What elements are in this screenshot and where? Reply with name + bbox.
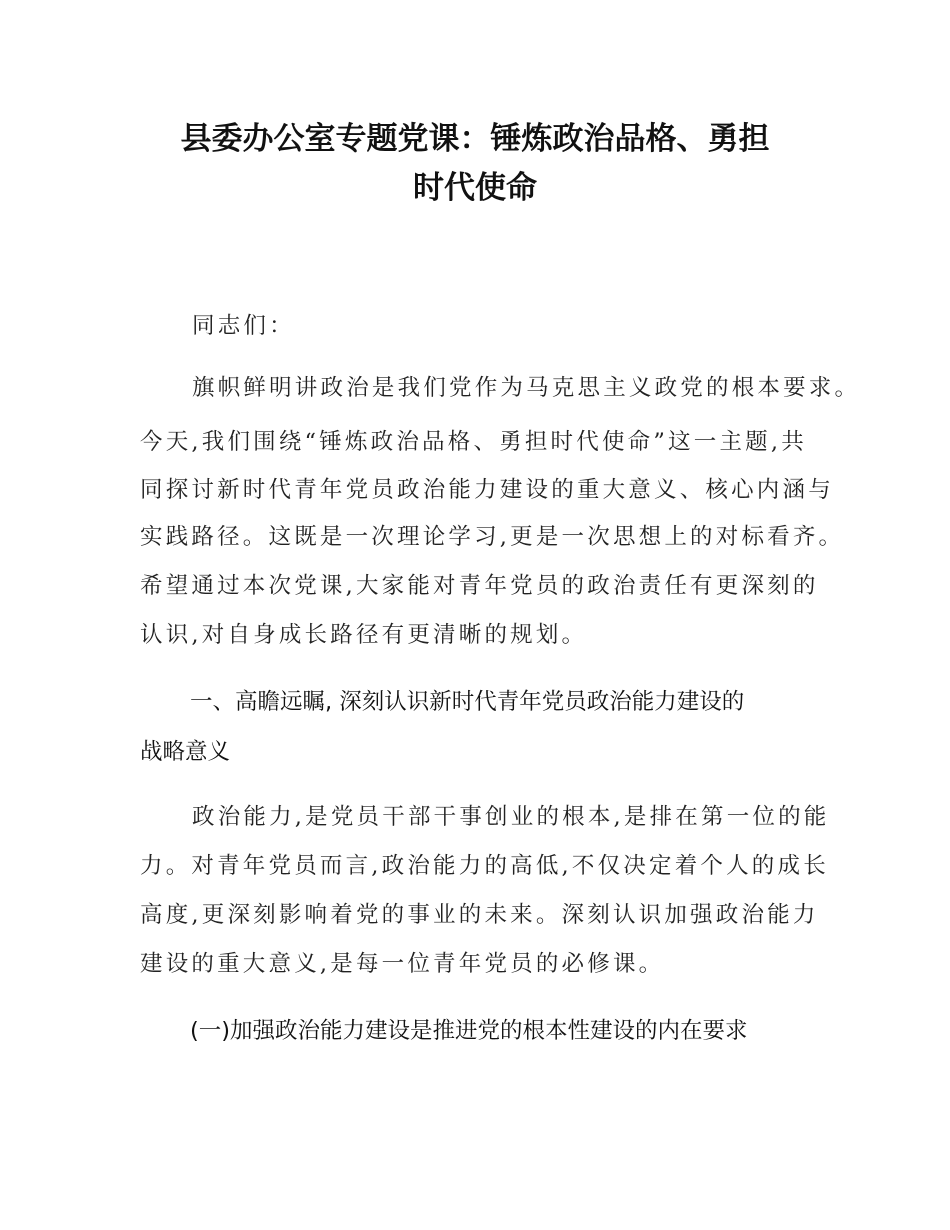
- section-1-line-2: 力。对青年党员而言,政治能力的高低,不仅决定着个人的成长: [140, 853, 829, 879]
- intro-line-2: 今天,我们围绕“锤炼政治品格、勇担时代使命”这一主题,共: [140, 429, 807, 455]
- section-1-heading-line-1: 一、高瞻远瞩, 深刻认识新时代青年党员政治能力建设的: [190, 689, 745, 715]
- intro-line-6: 认识,对自身成长路径有更清晰的规划。: [140, 622, 588, 648]
- section-1-heading-line-2: 战略意义: [140, 739, 231, 765]
- document-title-line-1: 县委办公室专题党课：锤炼政治品格、勇担: [180, 121, 770, 157]
- intro-line-4: 实践路径。这既是一次理论学习,更是一次思想上的对标看齐。: [140, 524, 845, 550]
- section-1-line-3: 高度,更深刻影响着党的事业的未来。深刻认识加强政治能力: [140, 902, 819, 928]
- subsection-1-heading: (一)加强政治能力建设是推进党的根本性建设的内在要求: [190, 1018, 748, 1044]
- intro-line-5: 希望通过本次党课,大家能对青年党员的政治责任有更深刻的: [140, 573, 819, 599]
- intro-line-1: 旗帜鲜明讲政治是我们党作为马克思主义政党的根本要求。: [192, 375, 861, 401]
- intro-line-3: 同探讨新时代青年党员政治能力建设的重大意义、核心内涵与: [140, 477, 834, 503]
- section-1-line-4: 建设的重大意义,是每一位青年党员的必修课。: [140, 951, 665, 977]
- section-1-line-1: 政治能力,是党员干部干事创业的根本,是排在第一位的能: [192, 804, 830, 830]
- document-title-line-2: 时代使命: [413, 170, 537, 206]
- salutation: 同志们：: [192, 313, 295, 339]
